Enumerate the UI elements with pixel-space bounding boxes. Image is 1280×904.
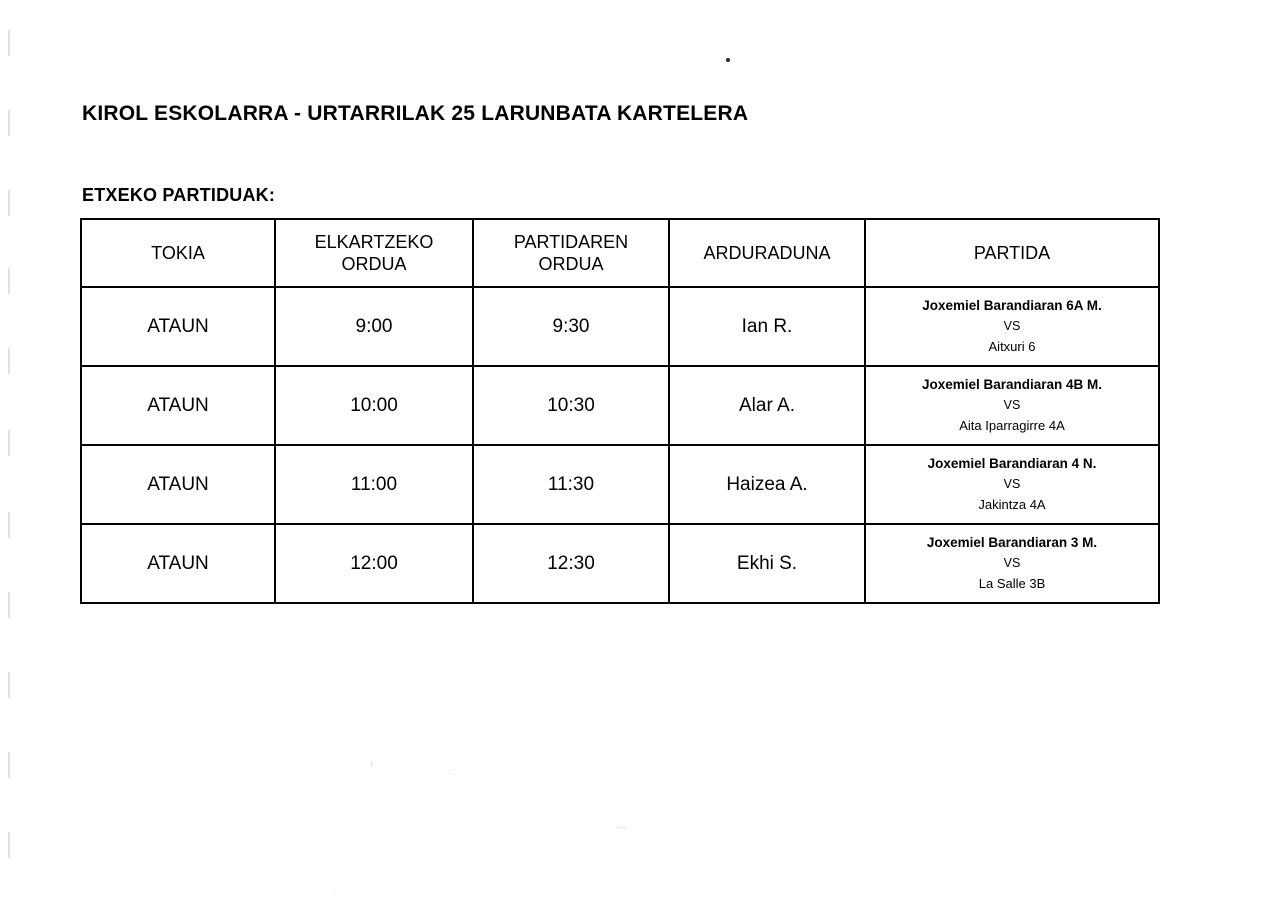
vs-label: VS: [1003, 398, 1021, 413]
page-title-day: LARUNBATA: [481, 102, 611, 126]
match-block: [866, 371, 1158, 439]
column-header-arduraduna: ARDURADUNA: [669, 219, 865, 287]
table-row: [81, 445, 1159, 524]
column-header-elkartzeko-ordua: [275, 219, 473, 287]
column-header-partidaren-ordua-line2: ORDUA: [538, 254, 604, 274]
away-team: Aita Iparragirre 4A: [959, 417, 1065, 433]
scan-speck-bottom-left: .: [334, 882, 337, 892]
cell-elkartzeko-ordua: 9:00: [275, 287, 473, 366]
vs-label: VS: [1003, 319, 1021, 334]
cell-partidaren-ordua: 11:30: [473, 445, 669, 524]
table-header: [81, 219, 1159, 287]
match-block: [866, 529, 1158, 597]
column-header-elkartzeko-ordua-line2: ORDUA: [341, 254, 407, 274]
cell-partidaren-ordua: 9:30: [473, 287, 669, 366]
cell-tokia: ATAUN: [81, 287, 275, 366]
home-team: Joxemiel Barandiaran 6A M.: [922, 298, 1102, 314]
scan-speck: [726, 58, 730, 62]
vs-label: VS: [1003, 556, 1021, 571]
schedule-table: [80, 218, 1160, 604]
scan-artifact-marks: [0, 0, 18, 904]
table-row: [81, 366, 1159, 445]
away-team: La Salle 3B: [978, 575, 1046, 591]
cell-tokia: ATAUN: [81, 524, 275, 603]
cell-arduraduna: Haizea A.: [669, 445, 865, 524]
schedule-table-container: [80, 218, 1158, 604]
cell-partida: [865, 524, 1159, 603]
column-header-partidaren-ordua-line1: PARTIDAREN: [513, 231, 629, 252]
scan-speck-left: ı: [370, 758, 373, 768]
home-team: Joxemiel Barandiaran 4 N.: [927, 456, 1097, 472]
home-team: Joxemiel Barandiaran 4B M.: [921, 377, 1103, 393]
vs-label: VS: [1003, 477, 1021, 492]
cell-elkartzeko-ordua: 12:00: [275, 524, 473, 603]
table-body: [81, 287, 1159, 603]
match-block: [866, 450, 1158, 518]
cell-partidaren-ordua: 10:30: [473, 366, 669, 445]
column-header-tokia: TOKIA: [81, 219, 275, 287]
cell-elkartzeko-ordua: 10:00: [275, 366, 473, 445]
table-header-row: [81, 219, 1159, 287]
table-row: [81, 524, 1159, 603]
cell-elkartzeko-ordua: 11:00: [275, 445, 473, 524]
cell-partida: [865, 287, 1159, 366]
page-title-suffix: KARTELERA: [610, 102, 749, 126]
scan-speck-bottom: —: [618, 822, 627, 832]
match-block: [866, 292, 1158, 360]
home-team: Joxemiel Barandiaran 3 M.: [926, 535, 1098, 551]
column-header-partidaren-ordua: [473, 219, 669, 287]
section-heading-home-matches: ETXEKO PARTIDUAK:: [82, 184, 276, 205]
cell-tokia: ATAUN: [81, 366, 275, 445]
cell-arduraduna: Ekhi S.: [669, 524, 865, 603]
column-header-elkartzeko-ordua-line1: ELKARTZEKO: [314, 231, 434, 252]
page-title: [82, 102, 748, 126]
page-title-prefix: KIROL ESKOLARRA - URTARRILAK 25: [82, 102, 482, 126]
table-row: [81, 287, 1159, 366]
cell-partida: [865, 445, 1159, 524]
cell-arduraduna: Alar A.: [669, 366, 865, 445]
cell-tokia: ATAUN: [81, 445, 275, 524]
cell-partida: [865, 366, 1159, 445]
column-header-partida: PARTIDA: [865, 219, 1159, 287]
away-team: Aitxuri 6: [988, 338, 1036, 354]
cell-arduraduna: Ian R.: [669, 287, 865, 366]
cell-partidaren-ordua: 12:30: [473, 524, 669, 603]
scan-speck-right: ..: [448, 766, 454, 776]
away-team: Jakintza 4A: [978, 496, 1046, 512]
